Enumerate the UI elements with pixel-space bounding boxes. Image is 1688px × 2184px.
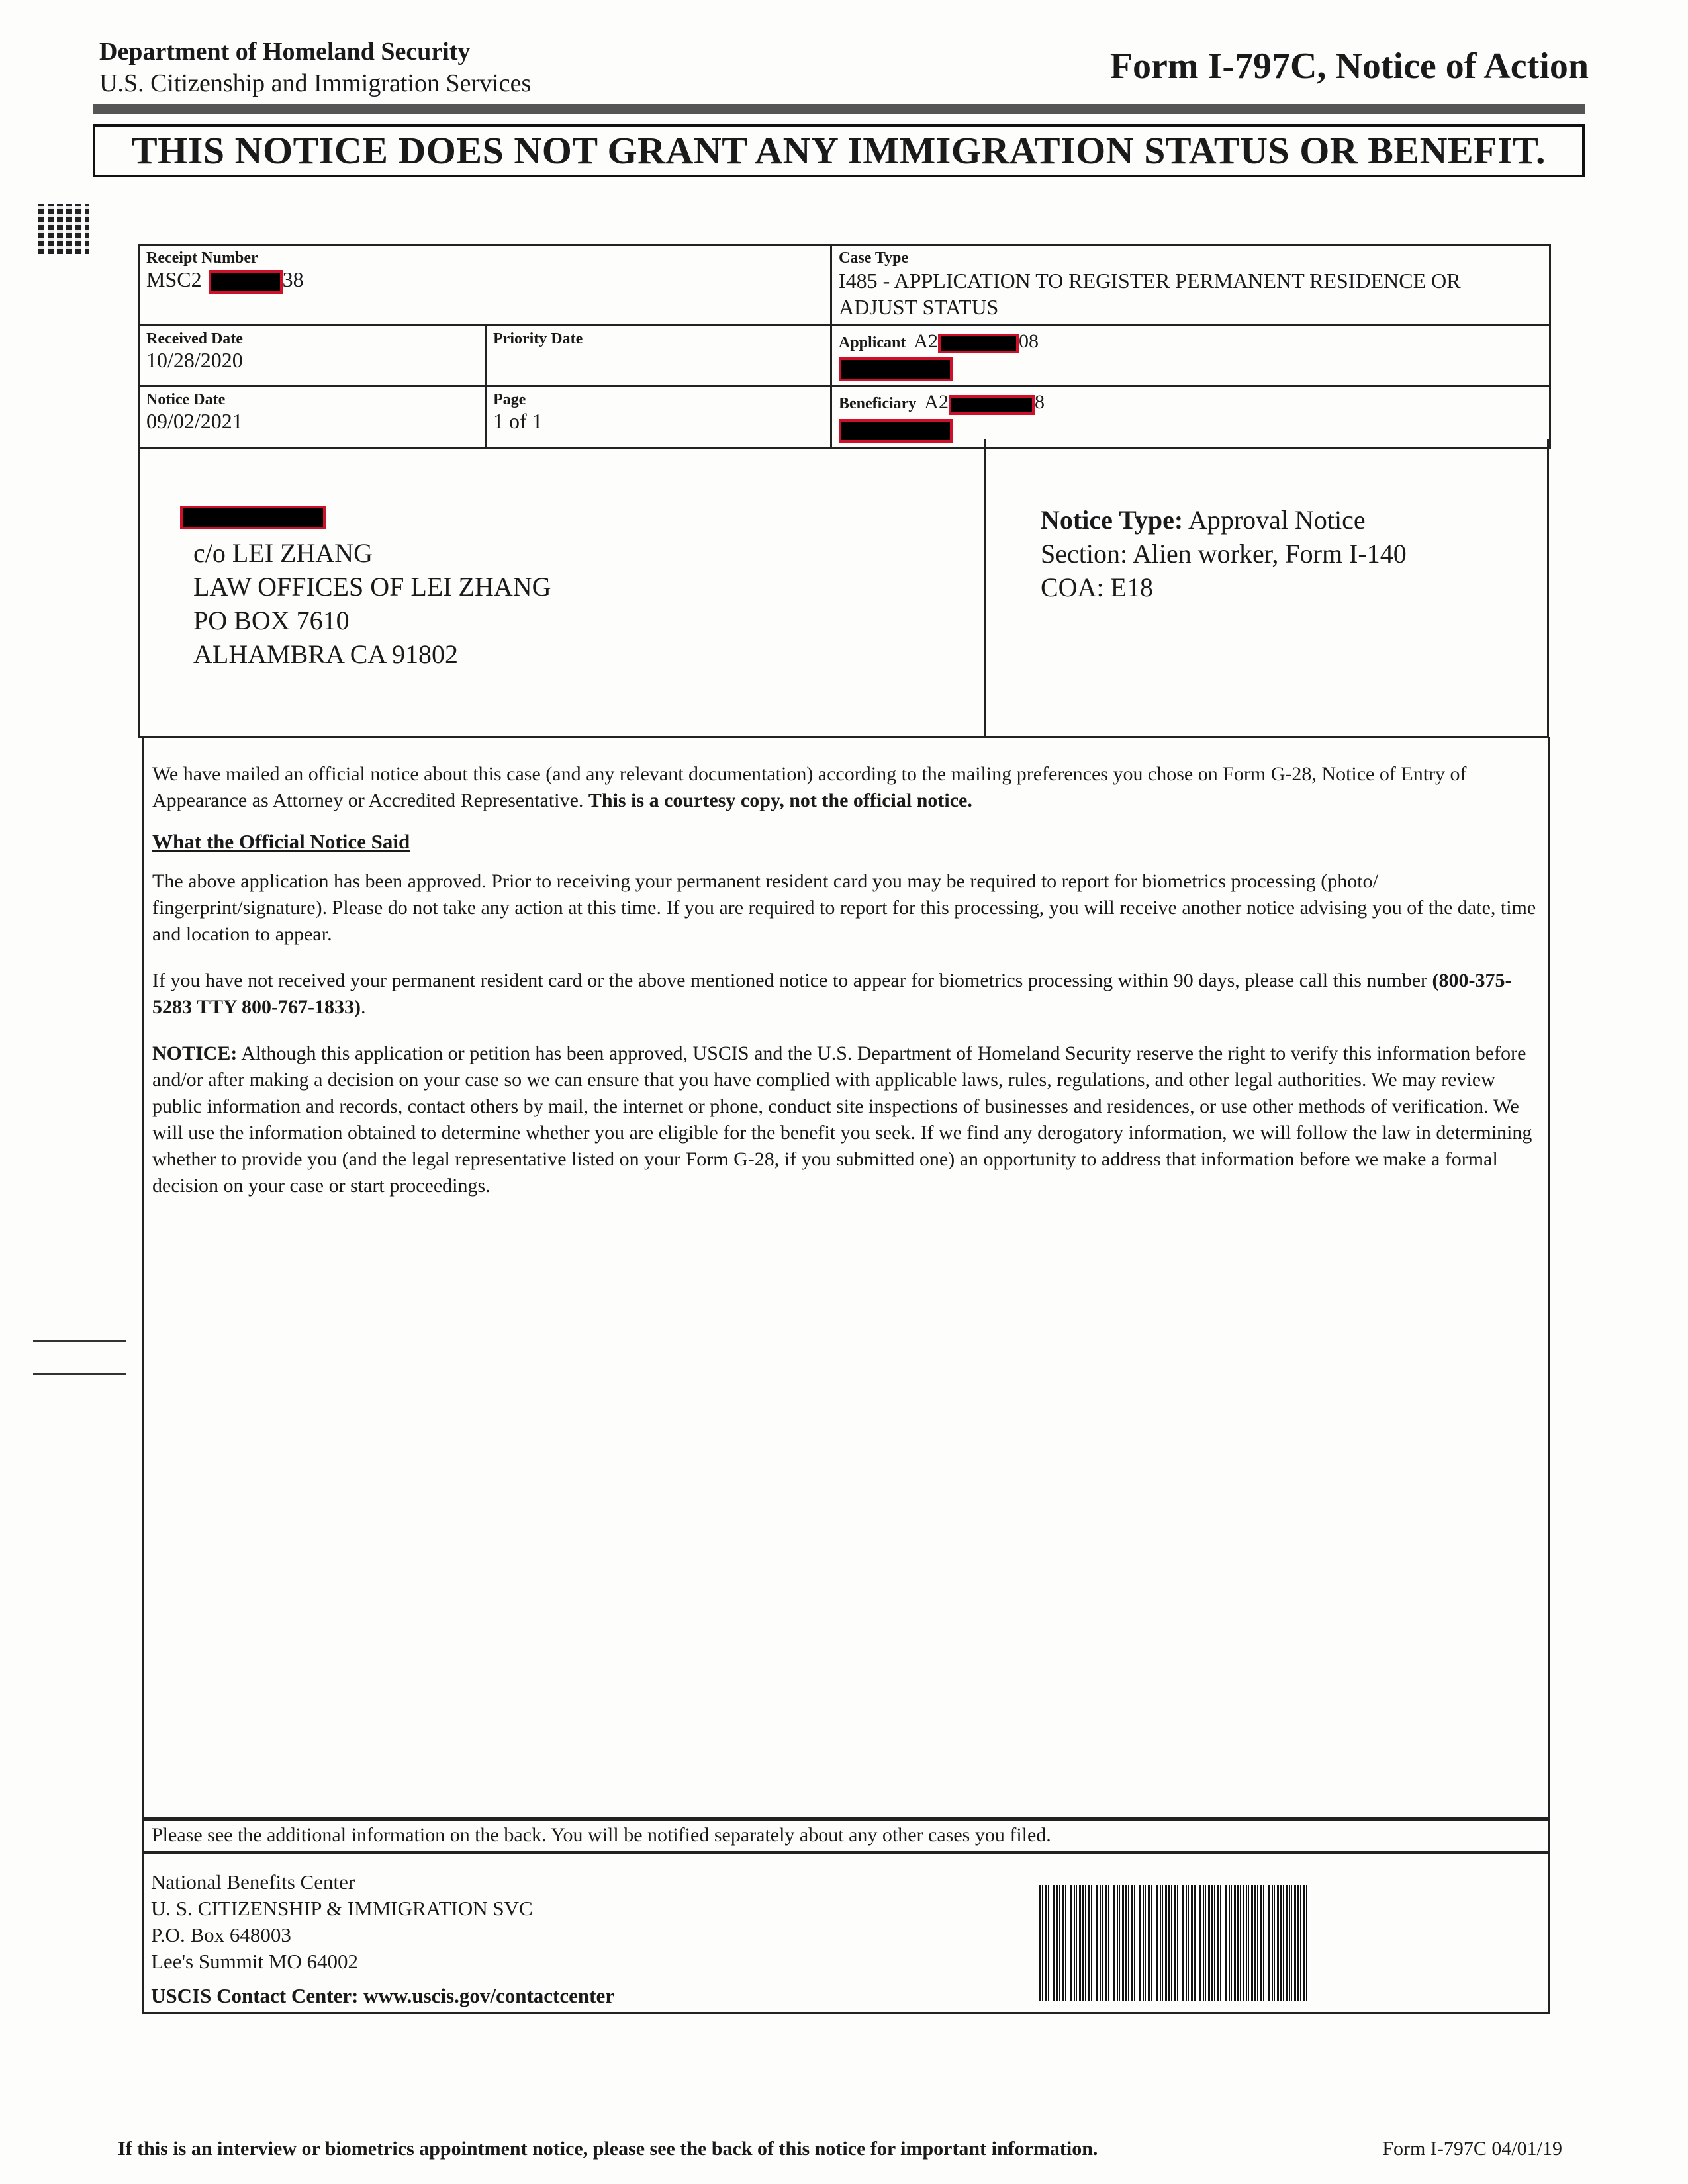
notice-coa: COA: E18 xyxy=(1041,572,1153,602)
beneficiary-label: Beneficiary xyxy=(839,395,917,413)
body-paragraph: If you have not received your permanent resident card or the above mentioned notice to appear for biometrics processing within 90 days, please call this number (800-375-5283 TTY 800-767-1833). xyxy=(152,970,1512,1018)
notice-paragraph: NOTICE: Although this application or petition has been approved, USCIS and the U.S. Department of Homeland Security reserve the right to verify this information before and/or after making a decision on your case so we can ensure that you have complied with applicable laws, rules, regulations, and other legal authorities. We may review public information and records, contact others by mail, the internet or phone, conduct site inspections of businesses and residences, or use other methods of verification. We will use the information obtained to determine whether you are eligible for the benefit you seek. If we find any derogatory information, we will follow the law in determining whether to provide you (and the legal representative listed on your Form G-28, if you submitted one) an opportunity to address that information before we make a formal decision on your case or start proceedings. xyxy=(152,1042,1532,1197)
department-name: Department of Homeland Security xyxy=(99,38,471,66)
mailing-address xyxy=(193,536,551,671)
body-paragraph: The above application has been approved. Prior to receiving your permanent resident card you may be required to report for biometrics processing (photo/ fingerprint/signature). Please do not take any action at this time. If you are required to report for this processing, you will receive another notice advising you of the date, time and location to appear. xyxy=(152,870,1536,945)
applicant-prefix: A2 xyxy=(914,330,939,352)
notice-date-label: Notice Date xyxy=(146,391,226,409)
applicant-label: Applicant xyxy=(839,334,906,351)
office-address: National Benefits Center U. S. CITIZENSHIP & IMMIGRATION SVC P.O. Box 648003 Lee's Summit MO 64002 xyxy=(151,1870,533,1973)
section-heading: What the Official Notice Said xyxy=(152,830,410,853)
address-divider xyxy=(984,439,986,738)
case-type-cell xyxy=(831,245,1550,326)
receipt-number-prefix: MSC2 xyxy=(146,267,202,291)
redaction-box xyxy=(209,270,283,294)
redaction-box xyxy=(839,357,953,381)
priority-date-label: Priority Date xyxy=(493,330,583,347)
notice-body xyxy=(152,761,1542,1211)
case-info-table xyxy=(138,244,1551,449)
footnote: Please see the additional information on the back. You will be notified separately about any other cases you filed. xyxy=(142,1819,1550,1853)
status-banner: THIS NOTICE DOES NOT GRANT ANY IMMIGRATION STATUS OR BENEFIT. xyxy=(93,124,1585,177)
notice-date-value: 09/02/2021 xyxy=(146,409,243,433)
address-line: c/o LEI ZHANG xyxy=(193,538,373,568)
received-date-label: Received Date xyxy=(146,330,243,347)
header-bar xyxy=(93,104,1585,114)
priority-date-cell xyxy=(486,326,831,387)
page-cell xyxy=(486,387,831,447)
notice-type-block xyxy=(1041,503,1407,604)
barcode-icon xyxy=(1039,1885,1311,2001)
address-line: LAW OFFICES OF LEI ZHANG xyxy=(193,572,551,602)
redaction-box xyxy=(938,334,1019,353)
beneficiary-suffix: 8 xyxy=(1034,391,1045,414)
case-type-label: Case Type xyxy=(839,250,909,267)
redaction-box xyxy=(949,395,1035,415)
notice-date-cell xyxy=(139,387,486,447)
applicant-cell xyxy=(831,326,1550,387)
notice-type-label: Notice Type: xyxy=(1041,505,1184,535)
address-line: PO BOX 7610 xyxy=(193,606,350,635)
receipt-number-cell xyxy=(139,245,831,326)
page-value: 1 of 1 xyxy=(493,409,543,433)
bottom-note: If this is an interview or biometrics appointment notice, please see the back of this notice for important information. xyxy=(118,2138,1098,2160)
margin-mark xyxy=(33,1340,126,1342)
received-date-cell xyxy=(139,326,486,387)
qr-code-icon xyxy=(38,204,89,254)
address-line: ALHAMBRA CA 91802 xyxy=(193,639,459,669)
beneficiary-cell xyxy=(831,387,1550,447)
receipt-number-label: Receipt Number xyxy=(146,250,258,267)
receipt-number-suffix: 38 xyxy=(282,267,304,291)
page-label: Page xyxy=(493,391,526,409)
form-title: Form I-797C, Notice of Action xyxy=(1109,46,1589,87)
notice-section: Section: Alien worker, Form I-140 xyxy=(1041,539,1407,569)
received-date-value: 10/28/2020 xyxy=(146,348,243,372)
form-id: Form I-797C 04/01/19 xyxy=(1382,2138,1562,2160)
contact-center: USCIS Contact Center: www.uscis.gov/contactcenter xyxy=(151,1984,614,2007)
body-paragraph: We have mailed an official notice about this case (and any relevant documentation) according to the mailing preferences you chose on Form G-28, Notice of Entry of Appearance as Attorney or Accredited Representative. This is a courtesy copy, not the official notice. xyxy=(152,763,1467,811)
beneficiary-prefix: A2 xyxy=(924,391,949,414)
case-type-value: I485 - APPLICATION TO REGISTER PERMANENT RESIDENCE OR ADJUST STATUS xyxy=(839,269,1461,319)
applicant-suffix: 08 xyxy=(1019,330,1039,352)
notice-type-value: Approval Notice xyxy=(1188,505,1366,535)
margin-mark xyxy=(33,1373,126,1375)
redaction-box xyxy=(180,506,326,529)
service-name: U.S. Citizenship and Immigration Services xyxy=(99,69,532,97)
